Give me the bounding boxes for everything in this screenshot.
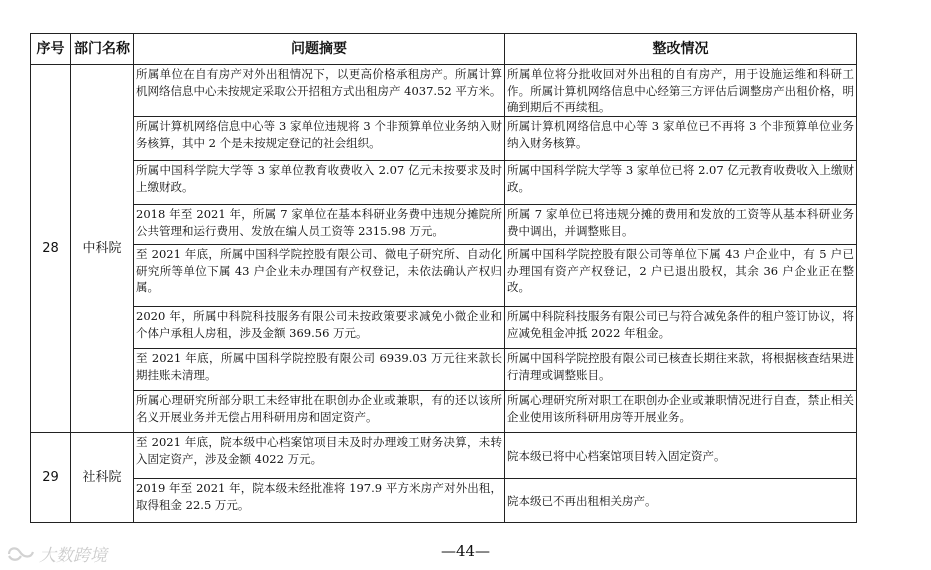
- department-name: 中科院: [71, 65, 134, 433]
- watermark: [6, 541, 107, 566]
- header-rectification: 整改情况: [505, 34, 857, 65]
- table-row: [31, 479, 857, 523]
- table-row: [31, 117, 857, 161]
- table-row: [31, 349, 857, 391]
- issue-cell: 所属中国科学院大学等 3 家单位教育收费收入 2.07 亿元未按要求及时上缴财政。: [134, 161, 505, 205]
- issue-cell: 所属心理研究所部分职工未经审批在职创办企业或兼职，有的还以该所名义开展业务并无偿占用科研用房和固定资产。: [134, 391, 505, 433]
- table-row: [31, 307, 857, 349]
- watermark-logo-icon: [6, 544, 36, 564]
- issue-cell: 2018 年至 2021 年，所属 7 家单位在基本科研业务费中违规分摊院所公共管理和运行费用、发放在编人员工资等 2315.98 万元。: [134, 205, 505, 245]
- fix-cell: 所属心理研究所对职工在职创办企业或兼职情况进行自查，禁止相关企业使用该所科研用房等开展业务。: [505, 391, 857, 433]
- fix-cell: 院本级已将中心档案馆项目转入固定资产。: [505, 433, 857, 479]
- issue-cell: 2019 年至 2021 年，院本级未经批准将 197.9 平方米房产对外出租，取得租金 22.5 万元。: [134, 479, 505, 523]
- issue-cell: 所属计算机网络信息中心等 3 家单位违规将 3 个非预算单位业务纳入财务核算，其中 2 个是未按规定登记的社会组织。: [134, 117, 505, 161]
- header-department: 部门名称: [71, 34, 134, 65]
- department-name: 社科院: [71, 433, 134, 523]
- fix-cell: 所属 7 家单位已将违规分摊的费用和发放的工资等从基本科研业务费中调出，并调整账目。: [505, 205, 857, 245]
- page-number: —44—: [440, 542, 491, 560]
- issue-cell: 至 2021 年底，院本级中心档案馆项目未及时办理竣工财务决算，未转入固定资产，涉及金额 4022 万元。: [134, 433, 505, 479]
- issue-cell: 至 2021 年底，所属中国科学院控股有限公司、微电子研究所、自动化研究所等单位下属 43 户企业未办理国有产权登记，未依法确认产权归属。: [134, 245, 505, 307]
- table-row: [31, 433, 857, 479]
- fix-cell: 所属单位将分批收回对外出租的自有房产，用于设施运维和科研工作。所属计算机网络信息中心经第三方评估后调整房产出租价格，明确到期后不再续租。: [505, 65, 857, 117]
- table-row: [31, 205, 857, 245]
- table-row: [31, 65, 857, 117]
- fix-cell: 所属中国科学院控股有限公司已核查长期往来款，将根据核查结果进行清理或调整账目。: [505, 349, 857, 391]
- header-serial: 序号: [31, 34, 71, 65]
- fix-cell: 所属中国科学院大学等 3 家单位已将 2.07 亿元教育收费收入上缴财政。: [505, 161, 857, 205]
- audit-issues-table: [30, 33, 857, 523]
- fix-cell: 所属计算机网络信息中心等 3 家单位已不再将 3 个非预算单位业务纳入财务核算。: [505, 117, 857, 161]
- header-issue-summary: 问题摘要: [134, 34, 505, 65]
- table-header-row: [31, 34, 857, 65]
- serial-number: 28: [31, 65, 71, 433]
- table-row: [31, 391, 857, 433]
- fix-cell: 所属中国科学院控股有限公司等单位下属 43 户企业中，有 5 户已办理国有资产产权登记，2 户已退出股权，其余 36 户企业正在整改。: [505, 245, 857, 307]
- issue-cell: 所属单位在自有房产对外出租情况下，以更高价格承租房产。所属计算机网络信息中心未按规定采取公开招租方式出租房产 4037.52 平方米。: [134, 65, 505, 117]
- watermark-text: 大数跨境: [39, 546, 107, 566]
- table-row: [31, 161, 857, 205]
- issue-cell: 至 2021 年底，所属中国科学院控股有限公司 6939.03 万元往来款长期挂账未清理。: [134, 349, 505, 391]
- fix-cell: 院本级已不再出租相关房产。: [505, 479, 857, 523]
- serial-number: 29: [31, 433, 71, 523]
- fix-cell: 所属中科院科技服务有限公司已与符合减免条件的租户签订协议，将应减免租金冲抵 2022 年租金。: [505, 307, 857, 349]
- issue-cell: 2020 年，所属中科院科技服务有限公司未按政策要求减免小微企业和个体户承租人房租，涉及金额 369.56 万元。: [134, 307, 505, 349]
- table-row: [31, 245, 857, 307]
